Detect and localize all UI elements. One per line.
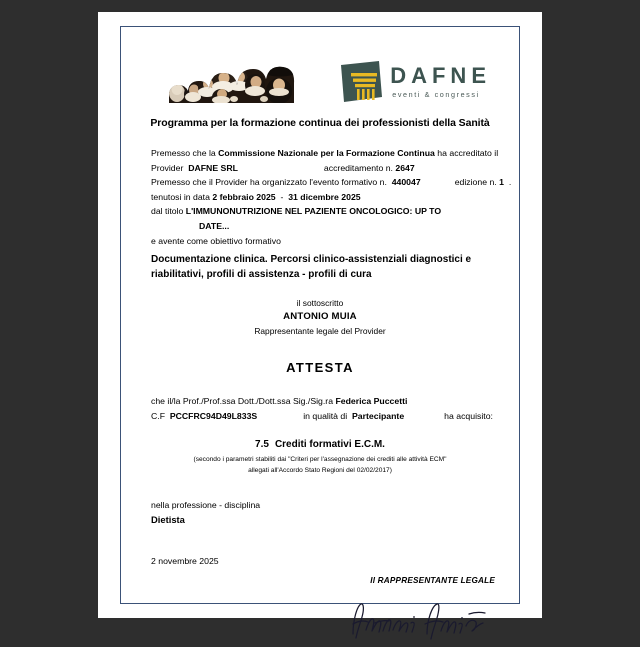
- signer-name: ANTONIO MUIA: [283, 311, 357, 323]
- handwritten-signature: [349, 590, 489, 642]
- preamble-line-event-title-cont: [151, 219, 499, 234]
- training-objective: [141, 252, 499, 282]
- credits-note-line-1: (secondo i parametri stabiliti dai "Criteri per l'assegnazione dei crediti alle attività ECM": [193, 456, 447, 464]
- quality-label: in qualità di: [303, 410, 348, 421]
- event-start-date: 2 febbraio 2025: [212, 191, 276, 202]
- dafne-logo-text: [390, 65, 491, 98]
- date-separator: -: [280, 191, 284, 202]
- edition-label: edizione n.: [454, 177, 497, 188]
- preamble-line-accreditation: [151, 146, 499, 161]
- acquired-label: ha acquisito:: [444, 410, 493, 421]
- profession-label: nella professione - disciplina: [151, 500, 261, 511]
- event-title-continuation: DATE...: [199, 220, 230, 231]
- signer-intro: il sottoscritto: [296, 298, 344, 309]
- profession-value: Dietista: [151, 513, 185, 525]
- anatomy-lesson-painting-image: [163, 63, 299, 103]
- credits-main-line: [141, 439, 499, 450]
- certificate-header: [141, 41, 499, 103]
- fiscal-code-label: C.F: [151, 410, 165, 421]
- edition-number: 1: [499, 177, 504, 188]
- dafne-logo: [339, 61, 491, 103]
- event-label: Premesso che il Provider ha organizzato l'evento formativo n.: [151, 177, 387, 188]
- preamble-block: [141, 146, 512, 248]
- preamble-line1-c: ha accreditato il: [434, 148, 499, 158]
- signer-role: Rappresentante legale del Provider: [254, 326, 386, 337]
- event-title: L'IMMUNONUTRIZIONE NEL PAZIENTE ONCOLOGICO: UP TO: [185, 206, 442, 217]
- objective-line-2: riabilitativi, profili di assistenza - profili di cura: [151, 269, 372, 281]
- preamble-line3-c: .: [508, 177, 512, 188]
- preamble-line-event: [151, 175, 512, 190]
- recipient-name-line: [151, 394, 499, 409]
- objective-line-1: Documentazione clinica. Percorsi clinico-assistenziali diagnostici e: [151, 254, 472, 266]
- page-border-frame: [120, 26, 520, 604]
- recipient-cf-line: [151, 409, 499, 424]
- recipient-block: [141, 394, 499, 423]
- credits-block: [141, 439, 499, 476]
- event-end-date: 31 dicembre 2025: [288, 191, 361, 202]
- credits-amount: 7.5: [255, 439, 269, 451]
- commission-name: Commissione Nazionale per la Formazione Continua: [218, 148, 435, 158]
- dafne-column-icon: [339, 61, 383, 103]
- preamble-line-objective-intro: e avente come obiettivo formativo: [151, 235, 281, 246]
- attesta-heading: ATTESTA: [286, 360, 354, 376]
- preamble-line1-a: Premesso che la: [151, 148, 219, 158]
- recipient-name: Federica Puccetti: [335, 396, 408, 407]
- certificate-page: [98, 12, 542, 618]
- page-title: Programma per la formazione continua dei professionisti della Sanità: [150, 117, 490, 129]
- certificate-footer: [141, 556, 499, 646]
- accreditation-label: accreditamento n.: [323, 162, 393, 173]
- accreditation-number: 2647: [395, 162, 415, 173]
- fiscal-code-value: PCCFRC94D49L833S: [169, 410, 258, 421]
- event-title-label: dal titolo: [151, 206, 184, 217]
- credits-note: [141, 454, 499, 476]
- representative-label: Il RAPPRESENTANTE LEGALE: [370, 575, 495, 585]
- signer-block: [141, 296, 499, 338]
- quality-value: Partecipante: [352, 410, 405, 421]
- logo-tagline: eventi & congressi: [392, 90, 480, 100]
- credits-note-line-2: allegati all'Accordo Stato Regioni del 02/02/2017): [248, 467, 392, 475]
- issue-date: 2 novembre 2025: [151, 555, 219, 566]
- event-number: 440047: [391, 177, 421, 188]
- preamble-line-dates: [151, 190, 499, 205]
- provider-name: DAFNE SRL: [188, 162, 238, 173]
- recipient-title-prefix: che il/la Prof./Prof.ssa Dott./Dott.ssa Sig./Sig.ra: [151, 396, 334, 407]
- credits-label: Crediti formativi E.C.M.: [274, 439, 385, 451]
- dates-label: tenutosi in data: [151, 191, 210, 202]
- preamble-line-provider: [151, 161, 499, 176]
- preamble-line-event-title: [151, 204, 499, 219]
- logo-wordmark: DAFNE: [390, 63, 491, 89]
- profession-block: [141, 498, 499, 527]
- provider-label: Provider: [151, 162, 184, 173]
- certificate-content: [121, 27, 519, 603]
